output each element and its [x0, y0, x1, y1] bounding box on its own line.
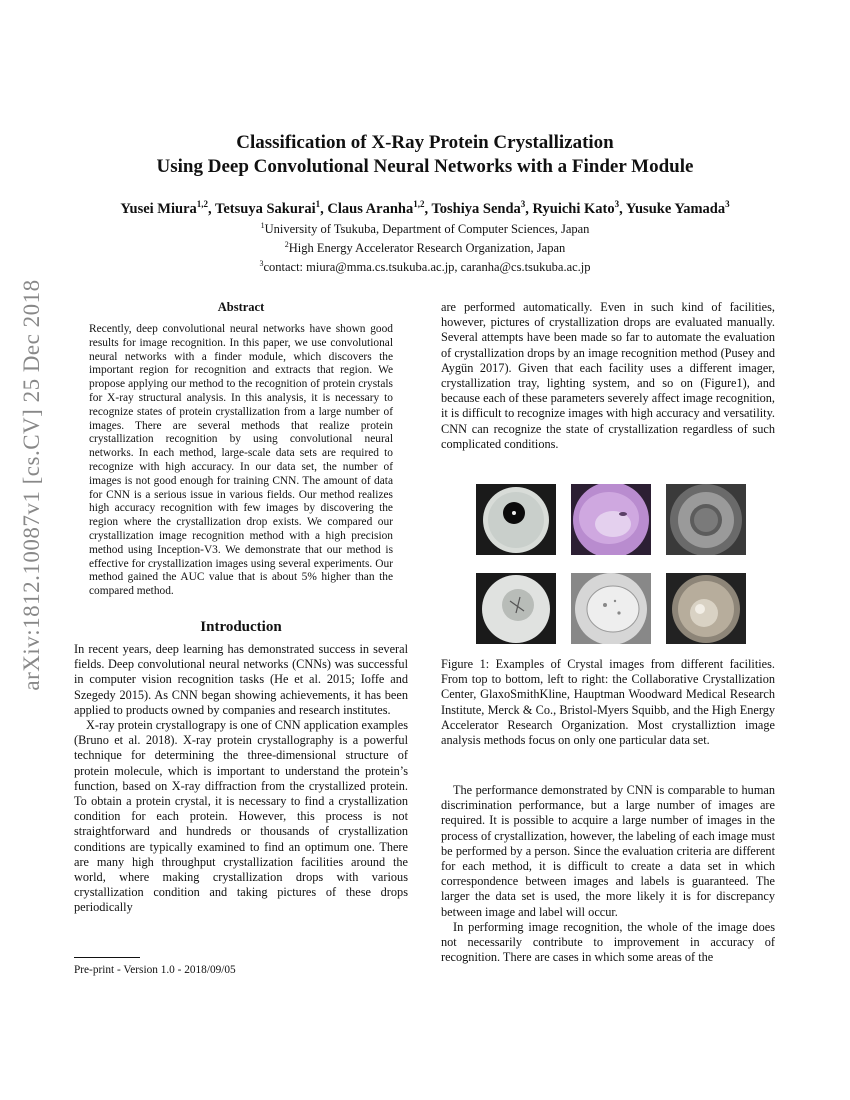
author: Yusei Miura$^{1,2}$,	[120, 199, 216, 217]
title-line-1: Classification of X-Ray Protein Crystallization	[236, 132, 614, 153]
figure-1-caption: Figure 1: Examples of Crystal images from different facilities. From top to bottom, left to right: the Collaborative Crystallization Center, GlaxoSmithKline, Hauptman Woodward Medical Research Institute, Merck & Co., Bristol-Myers Squibb, and the High Energy Accelerator Research Organization. Most crystalliztion image analysis methods focus on only one particular data set.	[441, 657, 775, 748]
affiliation-contact: $^3$contact: miura@mma.cs.tsukuba.ac.jp, caranha@cs.tsukuba.ac.jp	[259, 259, 591, 275]
crystal-image-kek	[666, 573, 746, 644]
right-paragraph-3: In performing image recognition, the whole of the image does not necessarily contribute to improvement in accuracy of recognition. There are cases in which some areas of the	[441, 919, 775, 965]
title-line-2: Using Deep Convolutional Neural Networks with a Finder Module	[156, 156, 694, 177]
crystal-image-gsk	[571, 484, 651, 555]
crystal-image-merck	[476, 573, 556, 644]
author: Tetsuya Sakurai$^1$,	[215, 199, 328, 217]
footnote: Pre-print - Version 1.0 - 2018/09/05	[74, 964, 236, 976]
abstract-text: Recently, deep convolutional neural networks have shown good results for image recognition. In this paper, we use convolutional neural networks with a finder module, which discovers the important region for recognition and extracts that region. We propose applying our method to the recognition of protein crystals for X-ray structural analysis. In this analysis, it is necessary to recognize states of protein crystallization from a large number of images. There are several methods that realize protein crystallization recognition by using convolutional neural networks. In each method, large-scale data sets are required to recognize with high accuracy. In our data set, the number of images is not good enough for training CNN. The amount of data for CNN is a serious issue in various fields. Our method realizes high accuracy recognition with few images by discovering the region where the crystallization drop exists. We compared our crystallization image recognition method with a high precision method using Inception-V3. We demonstrate that our method is effective for crystallization images using several experiments. Our method gained the AUC value that is about 5% higher than the compared method.	[89, 323, 393, 598]
arxiv-identifier	[14, 279, 50, 691]
author-list	[40, 199, 810, 218]
abstract-heading: Abstract	[217, 300, 265, 314]
affiliations	[100, 218, 750, 275]
paper-title	[100, 131, 750, 179]
right-paragraph-1: are performed automatically. Even in such kind of facilities, however, pictures of crystallization drops are evaluated manually. Several attempts have been made so far to automate the evaluation of crystallization drops by an image recognition method (Pusey and Aygün 2017). Given that each facility uses a different imager, crystallization tray, lighting system, and so on (Figure1), and because each of these parameters severely affect image recognition, it is difficult to recognize images with high accuracy and versatility. CNN can recognize the state of crystallization regardless of such complicated conditions.	[441, 300, 775, 451]
affiliation: $^2$High Energy Accelerator Research Organization, Japan	[284, 240, 566, 256]
arxiv-identifier-text: arXiv:1812.10087v1 [cs.CV] 25 Dec 2018	[19, 279, 44, 691]
footnote-rule	[74, 957, 140, 958]
crystal-image-c3	[476, 484, 556, 555]
right-column-bottom	[441, 783, 775, 965]
right-paragraph-2: The performance demonstrated by CNN is comparable to human discrimination performance, but a large number of images are required. It is possible to acquire a large number of images in the process of crystallization, however, the labeling of each image must be performed by a person. Since the evaluation criteria are different for each method, it is difficult to create a data set in which correspondence between images and labels is guaranteed. The larger the data set is used, the more likely it is for discrepancy between image and label will occur.	[441, 783, 775, 919]
author: Yusuke Yamada$^3$	[625, 199, 730, 217]
author: Toshiya Senda$^3$,	[431, 199, 533, 217]
figure-1-crystal-images	[476, 484, 746, 644]
author: Ryuichi Kato$^3$,	[532, 199, 626, 217]
introduction-heading: Introduction	[200, 618, 282, 635]
intro-paragraph-2: X-ray protein crystallograpy is one of CNN application examples (Bruno et al. 2018). X-ray protein crystallography is a powerful technique for determining the three-dimensional structure of protein molecule, which is important to understand the protein’s function, based on X-ray diffraction from the crystallized protein. To obtain a protein crystal, it is necessary to find a crystallization condition for each protein. However, this process is not straightforward and hundreds or thousands of crystallization conditions are typically examined to find an optimum one. There are many high throughput crystallization facilities around the world, where making crystallization drops with various crystallization condition and taking pictures of these drops periodically	[74, 717, 408, 915]
right-column-top	[441, 300, 775, 452]
intro-paragraph-1: In recent years, deep learning has demonstrated success in several fields. Deep convolutional neural networks (CNNs) was successful in computer vision recognition tasks (He et al. 2015; Ioffe and Szegedy 2015). As CNN began showing achievements, it has been applied to products owned by companies and research institutes.	[74, 641, 408, 717]
author: Claus Aranha$^{1,2}$,	[327, 199, 432, 217]
crystal-image-bms	[571, 573, 651, 644]
crystal-image-hwi	[666, 484, 746, 555]
left-column	[74, 300, 408, 916]
affiliation: $^1$University of Tsukuba, Department of Computer Sciences, Japan	[260, 221, 590, 237]
